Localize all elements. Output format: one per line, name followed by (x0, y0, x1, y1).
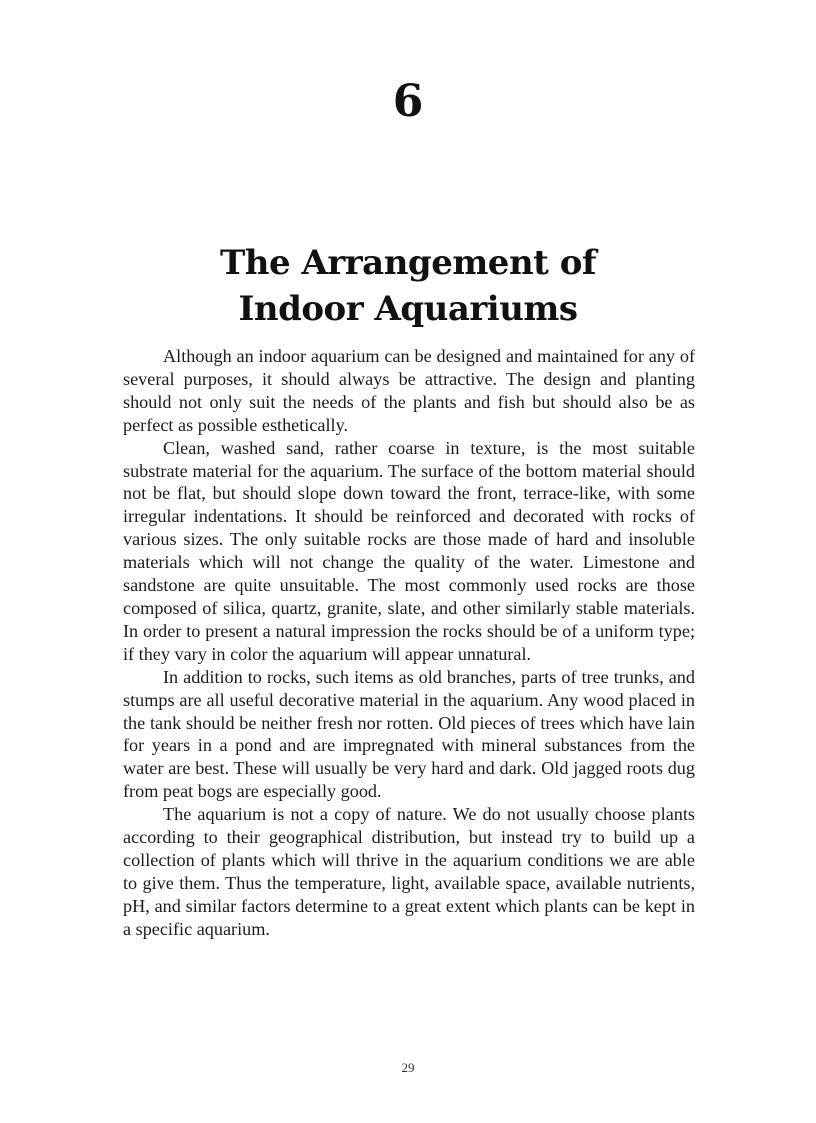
body-text (123, 345, 695, 941)
chapter-title (0, 240, 816, 332)
chapter-title-line-2: Indoor Aquariums (238, 289, 578, 329)
chapter-title-line-1: The Arrangement of (219, 243, 597, 283)
chapter-number: 6 (392, 76, 424, 127)
paragraph: Clean, washed sand, rather coarse in texture, is the most suitable substrate material for the aquarium. The surface of the bottom material should not be flat, but should slope down toward the front, terrace-like, with some irregular indentations. It should be reinforced and decorated with rocks of various sizes. The only suitable rocks are those made of hard and insoluble materials which will not change the quality of the water. Limestone and sandstone are quite unsuitable. The most commonly used rocks are those composed of silica, quartz, granite, slate, and other similarly stable materials. In order to present a natural impression the rocks should be of a uniform type; if they vary in color the aquarium will appear unnatural. (123, 437, 695, 664)
page-number: 29 (401, 1060, 415, 1075)
paragraph: In addition to rocks, such items as old branches, parts of tree trunks, and stumps are all useful decorative material in the aquarium. Any wood placed in the tank should be neither fresh nor rotten. Old pieces of trees which have lain for years in a pond and are impregnated with mineral substances from the water are best. These will usually be very hard and dark. Old jagged roots dug from peat bogs are especially good. (123, 666, 695, 802)
paragraph: Although an indoor aquarium can be designed and maintained for any of several purposes, it should always be attractive. The design and planting should not only suit the needs of the plants and fish but should also be as perfect as possible esthetically. (123, 346, 695, 435)
paragraph: The aquarium is not a copy of nature. We do not usually choose plants according to their geographical distribution, but instead try to build up a collection of plants which will thrive in the aquarium conditions we are able to give them. Thus the temperature, light, available space, available nutrients, pH, and similar factors determine to a great extent which plants can be kept in a specific aquarium. (123, 804, 695, 939)
